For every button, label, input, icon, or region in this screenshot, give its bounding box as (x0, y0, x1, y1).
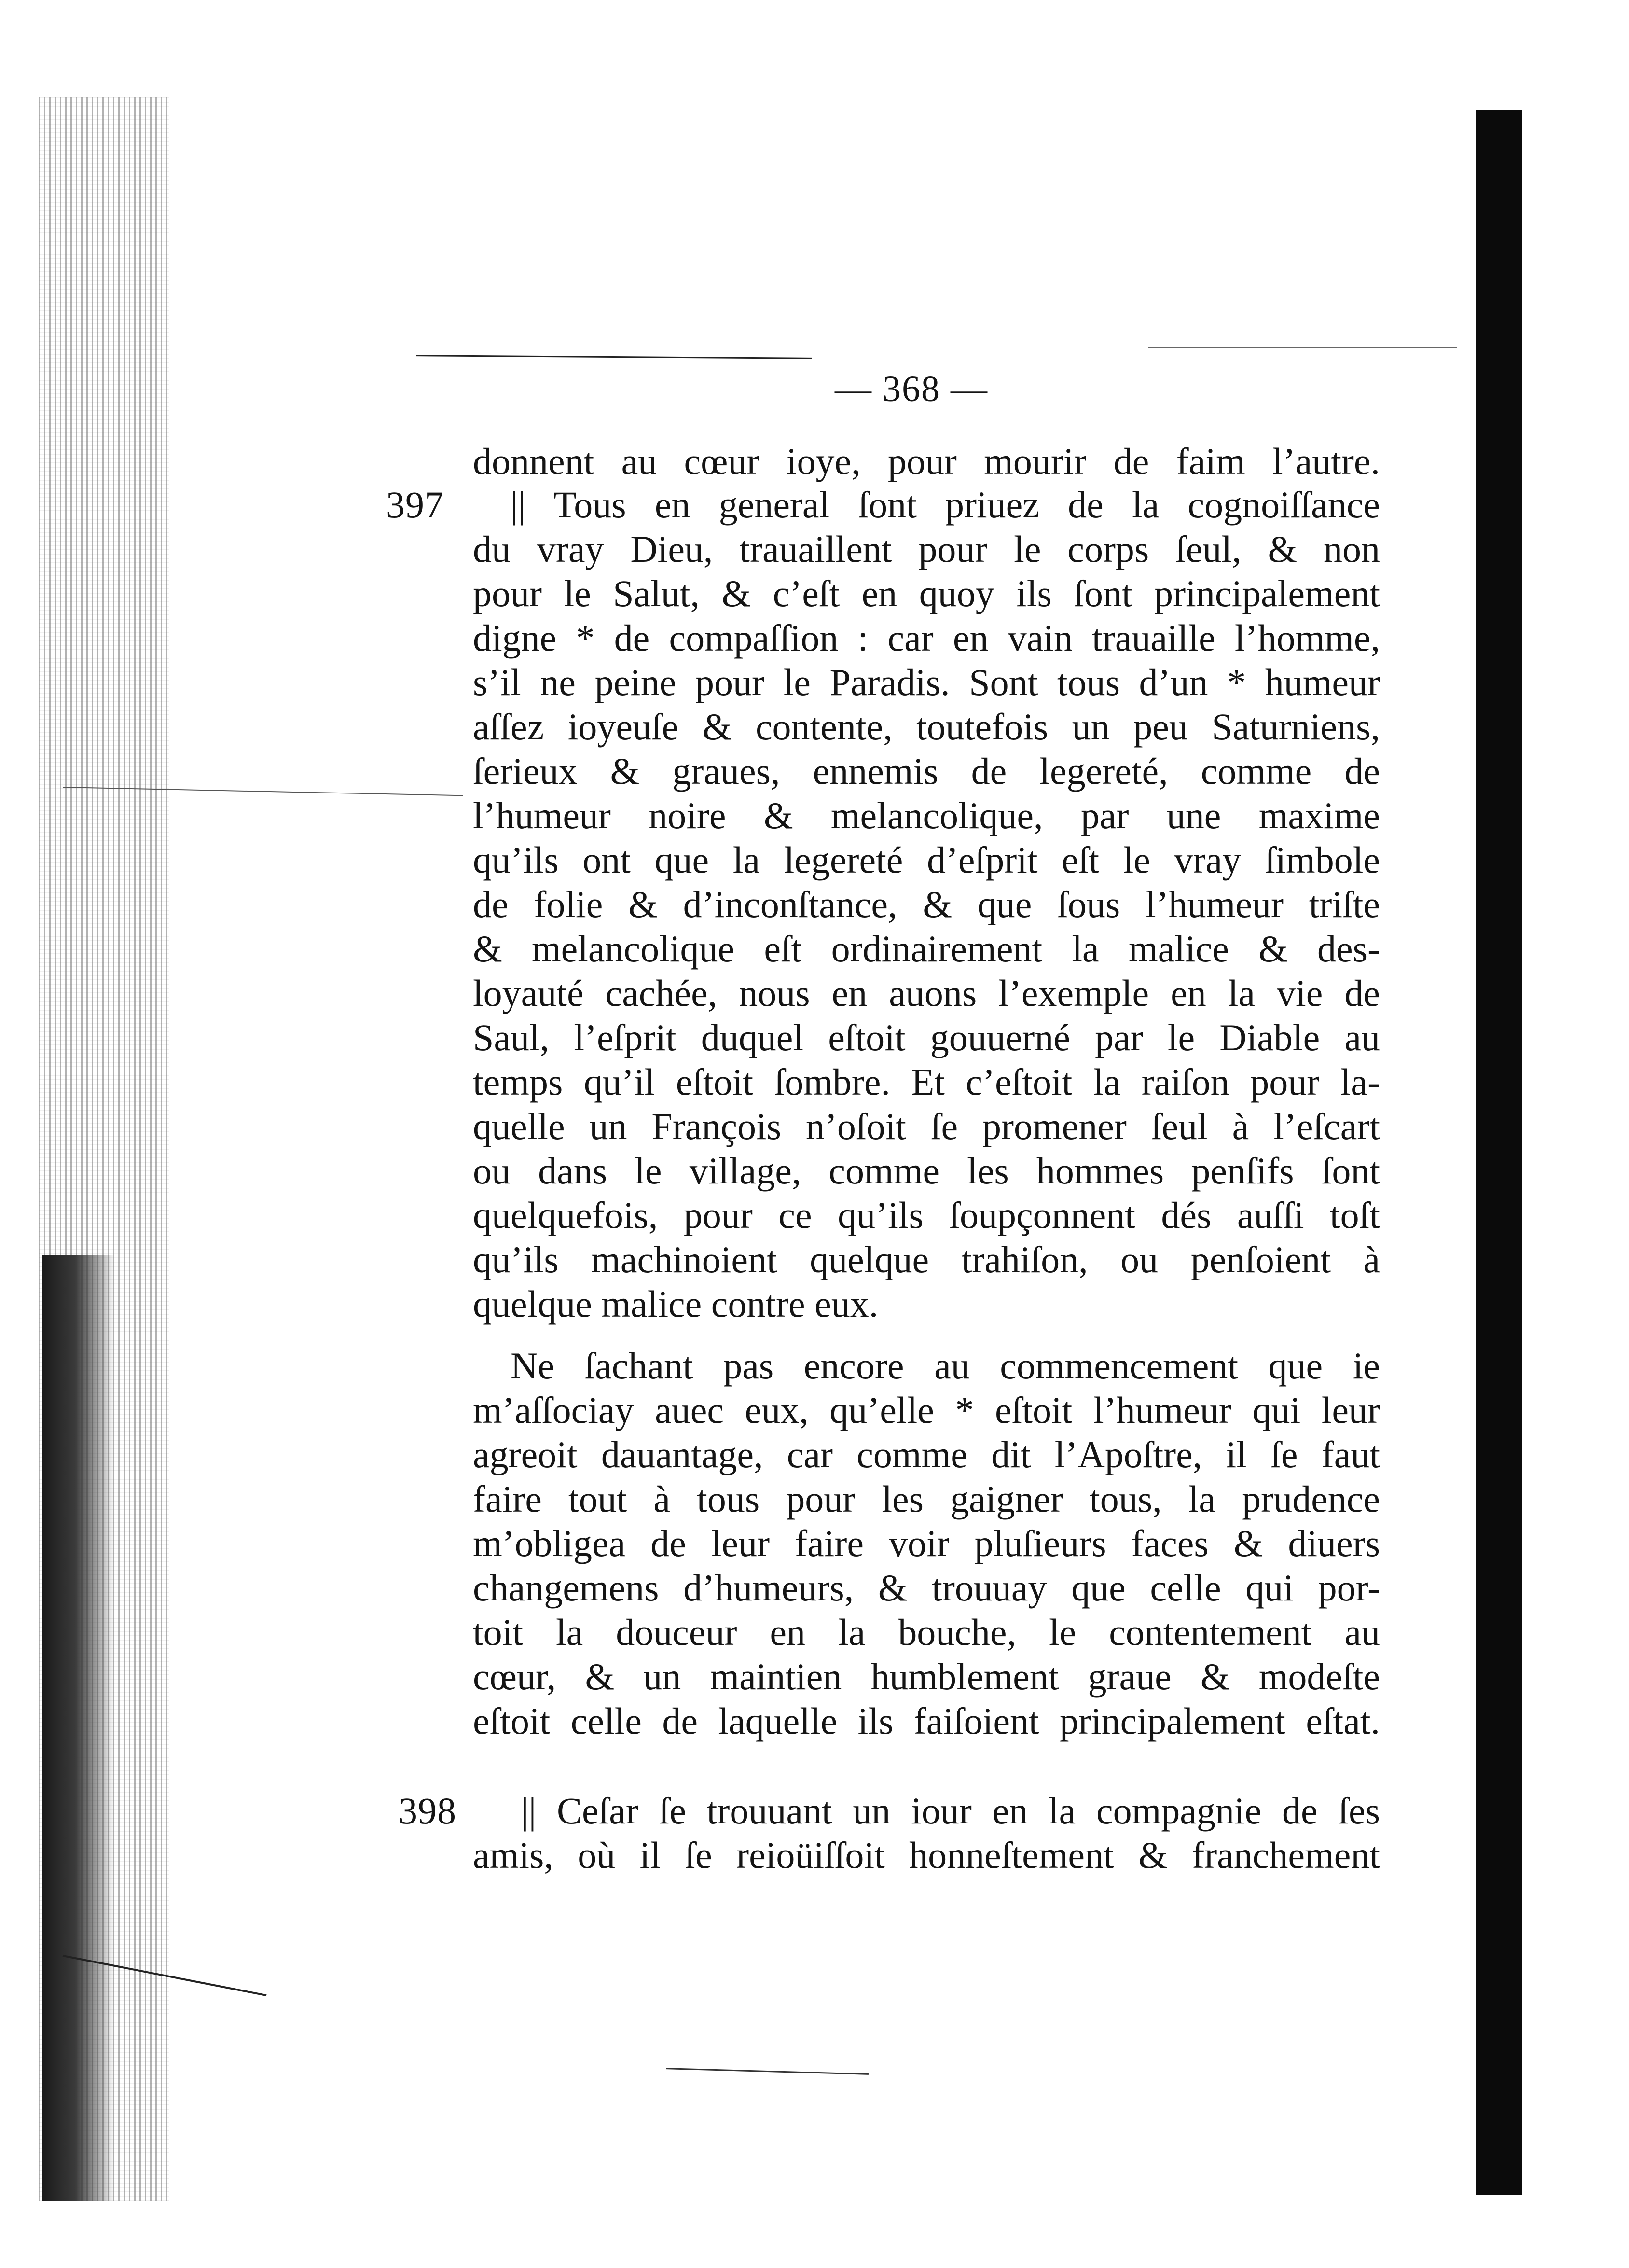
text-line: temps qu’il eſtoit ſombre. Et c’eſtoit la raiſon pour la- (473, 1061, 1380, 1103)
footer-stroke (666, 2068, 869, 2075)
text-line: || Tous en general ſont priuez de la cognoiſſance (511, 484, 1380, 526)
text-line: Ne ſachant pas encore au commencement que ie (511, 1345, 1380, 1387)
scan-right-border (1476, 110, 1522, 2195)
text-line: quelquefois, pour ce qu’ils ſoupçonnent dés auſſi toſt (473, 1194, 1380, 1236)
margin-number-398: 398 (399, 1790, 456, 1832)
text-line: changemens d’humeurs, & trouuay que celle qui por- (473, 1567, 1380, 1609)
text-line: de folie & d’inconſtance, & que ſous l’humeur triſte (473, 883, 1380, 925)
text-line: cœur, & un maintien humblement graue & modeſte (473, 1656, 1380, 1698)
text-line: amis, où il ſe reioüiſſoit honneſtement & franchement (473, 1834, 1380, 1876)
text-line: aſſez ioyeuſe & contente, toutefois un peu Saturniens, (473, 706, 1380, 748)
text-line: m’aſſociay auec eux, qu’elle * eſtoit l’humeur qui leur (473, 1389, 1380, 1431)
text-line: faire tout à tous pour les gaigner tous, la prudence (473, 1478, 1380, 1520)
text-line: m’obligea de leur faire voir pluſieurs faces & diuers (473, 1522, 1380, 1564)
text-line: quelque malice contre eux. (473, 1283, 879, 1325)
text-line: digne * de compaſſion : car en vain trauaille l’homme, (473, 617, 1380, 659)
page-number: — 368 — (835, 369, 988, 409)
text-line: quelle un François n’oſoit ſe promener ſeul à l’eſcart (473, 1105, 1380, 1147)
text-line: du vray Dieu, trauaillent pour le corps ſeul, & non (473, 528, 1380, 570)
text-line: & melancolique eſt ordinairement la malice & des- (473, 928, 1380, 970)
text-line: ou dans le village, comme les hommes penſifs ſont (473, 1150, 1380, 1192)
text-line: ſerieux & graues, ennemis de legereté, comme de (473, 750, 1380, 792)
text-line: l’humeur noire & melancolique, par une maxime (473, 794, 1380, 836)
text-line: eſtoit celle de laquelle ils faiſoient principalement eſtat. (473, 1700, 1380, 1742)
scan-edge-shadow (42, 1255, 115, 2201)
header-rule-right (1148, 347, 1457, 348)
text-line: qu’ils machinoient quelque trahiſon, ou penſoient à (473, 1238, 1380, 1280)
text-line: || Ceſar ſe trouuant un iour en la compagnie de ſes (521, 1790, 1380, 1832)
text-line: toit la douceur en la bouche, le contentement au (473, 1611, 1380, 1653)
margin-number-397: 397 (386, 484, 444, 526)
text-line: pour le Salut, & c’eſt en quoy ils ſont principalement (473, 572, 1380, 614)
text-line: s’il ne peine pour le Paradis. Sont tous d’un * humeur (473, 661, 1380, 703)
header-rule-left (416, 355, 812, 359)
text-line: donnent au cœur ioye, pour mourir de faim l’autre. (473, 440, 1380, 482)
text-line: loyauté cachée, nous en auons l’exemple en la vie de (473, 972, 1380, 1014)
text-line: qu’ils ont que la legereté d’eſprit eſt le vray ſimbole (473, 839, 1380, 881)
text-line: Saul, l’eſprit duquel eſtoit gouuerné par le Diable au (473, 1016, 1380, 1058)
text-line: agreoit dauantage, car comme dit l’Apoſtre, il ſe faut (473, 1433, 1380, 1475)
